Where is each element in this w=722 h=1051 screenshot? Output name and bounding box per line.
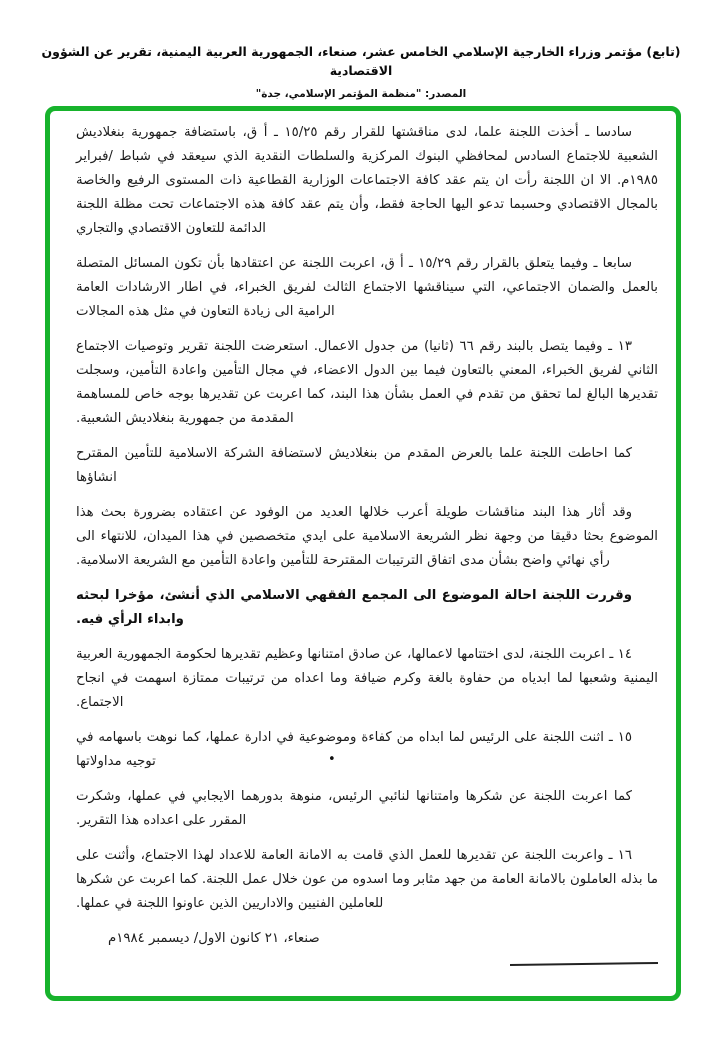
document-paragraph-item-13-decision: وقررت اللجنة احالة الموضوع الى المجمع الفقهي الاسلامي الذي أنشئ، مؤخرا لبحثه وابداء الرأي فيه. xyxy=(76,588,632,627)
document-paragraph-item-15: ١٥ ـ اثنت اللجنة على الرئيس لما ابداه من كفاءة وموضوعية في ادارة عملها، كما نوهت باسهامه في توجيه مداولاتها • xyxy=(76,726,658,774)
stray-dot-artifact: • xyxy=(328,752,336,767)
document-content xyxy=(50,111,676,996)
document-paragraph-clause-seventh: سابعا ـ وفيما يتعلق بالقرار رقم ١٥/٢٩ ـ أ ق، اعربت اللجنة عن اعتقادها بأن تكون المسائل المتصلة بالعمل والضمان الاجتماعي، التي سيناقشها الاجتماع الثالث لفريق الخبراء، في اطار الارشادات العامة الرامية الى زيادة التعاون في مثل هذه المجالات xyxy=(76,256,658,319)
document-paragraph-item-14: ١٤ ـ اعربت اللجنة، لدى اختتامها لاعمالها، عن صادق امتنانها وعظيم تقديرها لحكومة الجمهورية العربية اليمنية وشعبها لما ابدياه من حفاوة بالغة وكرم ضيافة وما اعداه من ترتيبات ممتازة اسهمت في انجاح الاجتماع. xyxy=(76,647,658,710)
document-paragraph-item-13: ١٣ ـ وفيما يتصل بالبند رقم ٦٦ (ثانيا) من جدول الاعمال. استعرضت اللجنة تقرير وتوصيات الاجتماع الثاني لفريق الخبراء، المعني بالتعاون فيما بين الدول الاعضاء، في مجال التأمين واعادة التأمين، وسجلت تقديرها البالغ لما تحقق من تقدم في العمل بشأن هذا البند، كما اعربت عن تقديرها بوجه خاص للمساهمة المقدمة من جمهورية بنغلاديش الشعبية. xyxy=(76,339,658,426)
document-paragraph-item-15-note: كما اعربت اللجنة عن شكرها وامتنانها لنائبي الرئيس، منوهة بدورهما الايجابي في عملها، وشكرت المقرر على اعداده هذا التقرير. xyxy=(76,789,632,828)
document-source: المصدر: "منظمة المؤتمر الإسلامي، جدة" xyxy=(255,88,467,100)
document-paragraph-item-13-discussion: وقد أثار هذا البند مناقشات طويلة أعرب خلالها العديد من الوفود عن اعتقاده بضرورة بحث هذا الموضوع بحثا دقيقا من وجهة نظر الشريعة الاسلامية على ايدي متخصصين في هذا الميدان، للانتهاء الى رأي نهائي واضح بشأن مدى اتفاق الترتيبات المقترحة للتأمين واعادة التأمين مع الشريعة الاسلامية. xyxy=(76,505,658,568)
document-frame xyxy=(45,106,681,1001)
document-title: (تابع) مؤتمر وزراء الخارجية الإسلامي الخامس عشر، صنعاء، الجمهورية العربية اليمنية، تقرير عن الشؤون الاقتصادية xyxy=(41,44,681,78)
document-paragraph-item-16: ١٦ ـ واعربت اللجنة عن تقديرها للعمل الذي قامت به الامانة العامة للاعداد لهذا الاجتماع، وأثنت على ما بذله العاملون بالامانة العامة من جهد مثابر وما اسدوه من عون خلال عمل اللجنة. كما اعربت عن شكرها للعاملين الفنيين والاداريين الذين عاونوا اللجنة في عملها. xyxy=(76,848,658,911)
document-body xyxy=(76,121,658,916)
page-header xyxy=(0,42,722,100)
document-paragraph-item-13-note: كما احاطت اللجنة علما بالعرض المقدم من بنغلاديش لاستضافة الشركة الاسلامية للتأمين المقترح انشاؤها xyxy=(76,446,632,485)
footer-rule xyxy=(510,962,658,966)
date-line: صنعاء، ٢١ كانون الاول/ ديسمبر ١٩٨٤م xyxy=(108,931,320,946)
document-paragraph-clause-sixth: سادسا ـ أخذت اللجنة علما، لدى مناقشتها للقرار رقم ١٥/٢٥ ـ أ ق، باستضافة جمهورية بنغلاديش الشعبية للاجتماع السادس لمحافظي البنوك المركزية والسلطات النقدية الذي سيعقد في شباط /فبراير ١٩٨٥م. الا ان اللجنة رأت ان يتم عقد كافة الاجتماعات الوزارية القطاعية ذات المستوى الرفيع والخاصة بالمجال الاقتصادي وحسبما تدعو اليها الحاجة فقط، وأن يتم عقد كافة هذه الاجتماعات تحت مظلة اللجنة الدائمة للتعاون الاقتصادي والتجاري xyxy=(76,125,658,236)
